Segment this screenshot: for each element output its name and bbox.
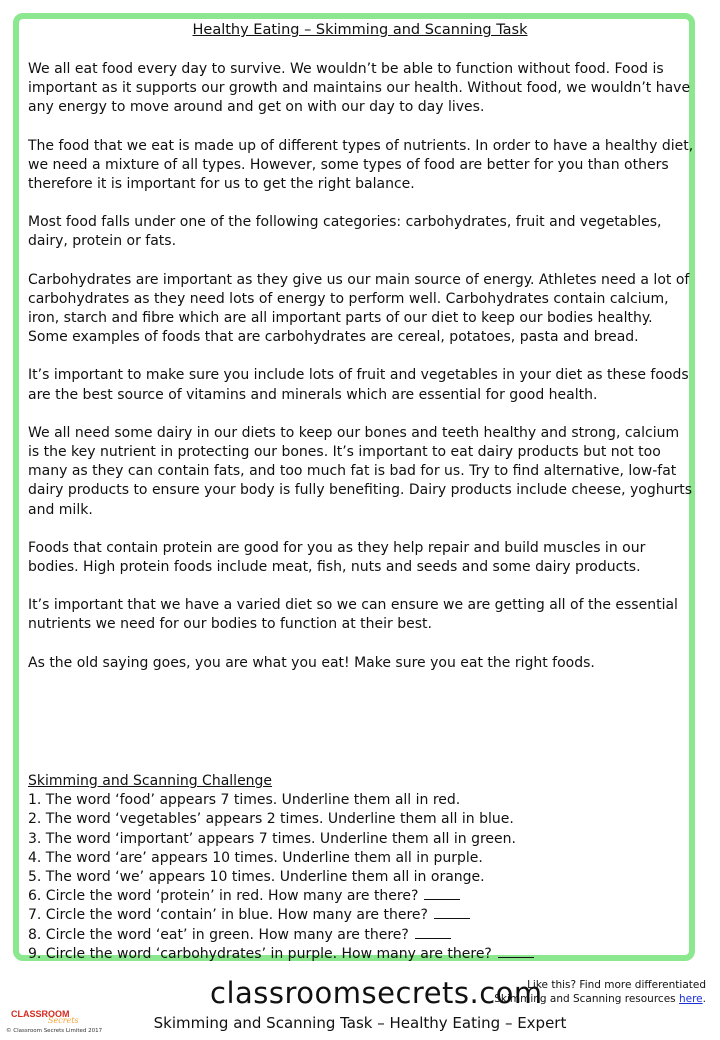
paragraph: As the old saying goes, you are what you eat! Make sure you eat the right foods. <box>28 654 595 671</box>
answer-blank[interactable] <box>424 887 460 900</box>
logo-text: CLASSROOM <box>11 1009 70 1019</box>
promo-text <box>494 978 706 1006</box>
task-item: 9. Circle the word ‘carbohydrates’ in purple. How many are there? <box>28 945 668 964</box>
paragraph: We all need some dairy in our diets to keep our bones and teeth healthy and strong, calcium is the key nutrient in protecting our bones. It’s important to eat dairy products but not too many as they can contain fats, and too much fat is bad for us. Try to find alternative, low-fat dairy products to ensure your body is fully benefiting. Dairy products include cheese, yoghurts and milk. <box>28 424 693 518</box>
promo-line: Like this? Find more differentiated <box>527 979 706 991</box>
answer-blank[interactable] <box>415 926 451 939</box>
page-title: Healthy Eating – Skimming and Scanning Task <box>192 22 528 38</box>
paragraph: Carbohydrates are important as they give us our main source of energy. Athletes need a lot of carbohydrates as they need lots of energy to perform well. Carbohydrates contain calcium, iron, starch and fibre which are all important parts of our diet to keep our bodies healthy. Some examples of foods that are carbohydrates are cereal, potatoes, pasta and bread. <box>28 271 690 346</box>
task-item: 1. The word ‘food’ appears 7 times. Underline them all in red. <box>28 792 461 809</box>
paragraph: It’s important to make sure you include lots of fruit and vegetables in your diet as these foods are the best source of vitamins and minerals which are essential for good health. <box>28 367 689 403</box>
answer-blank[interactable] <box>498 945 534 958</box>
paragraph: Foods that contain protein are good for you as they help repair and build muscles in our bodies. High protein foods include meat, fish, nuts and seeds and some dairy products. <box>28 539 646 576</box>
task-item: 4. The word ‘are’ appears 10 times. Underline them all in purple. <box>28 849 483 866</box>
promo-link[interactable]: here <box>678 993 703 1005</box>
task-list <box>28 791 668 964</box>
challenge-section <box>28 772 668 964</box>
task-item: 5. The word ‘we’ appears 10 times. Underline them all in orange. <box>28 869 485 886</box>
logo-script: Secrets <box>48 1016 79 1025</box>
task-item: 7. Circle the word ‘contain’ in blue. How many are there? <box>28 906 668 925</box>
paragraph: The food that we eat is made up of different types of nutrients. In order to have a healthy diet, we need a mixture of all types. However, some types of food are better for you than others therefore it is important for us to get the right balance. <box>28 137 694 193</box>
promo-line: Skimming and Scanning resources here. <box>494 993 706 1005</box>
answer-blank[interactable] <box>434 906 470 919</box>
reading-passage <box>28 60 694 692</box>
task-item: 2. The word ‘vegetables’ appears 2 times. Underline them all in blue. <box>28 811 514 828</box>
task-item: 3. The word ‘important’ appears 7 times. Underline them all in green. <box>28 830 516 847</box>
paragraph: Most food falls under one of the following categories: carbohydrates, fruit and vegetables, dairy, protein or fats. <box>28 214 662 250</box>
challenge-heading: Skimming and Scanning Challenge <box>28 773 273 789</box>
site-name: classroomsecrets.com <box>210 976 543 1010</box>
paragraph: We all eat food every day to survive. We wouldn’t be able to function without food. Food is important as it supports our growth and maintains our health. Without food, we wouldn’t have any energy to move around and get on with our day to day lives. <box>28 61 691 116</box>
paragraph: It’s important that we have a varied diet so we can ensure we are getting all of the essential nutrients we need for our bodies to function at their best. <box>28 597 678 633</box>
task-item: 8. Circle the word ‘eat’ in green. How many are there? <box>28 926 668 945</box>
footer-subtitle: Skimming and Scanning Task – Healthy Eating – Expert <box>153 1014 567 1032</box>
task-item: 6. Circle the word ‘protein’ in red. How many are there? <box>28 887 668 906</box>
copyright-text: © Classroom Secrets Limited 2017 <box>6 1028 103 1034</box>
